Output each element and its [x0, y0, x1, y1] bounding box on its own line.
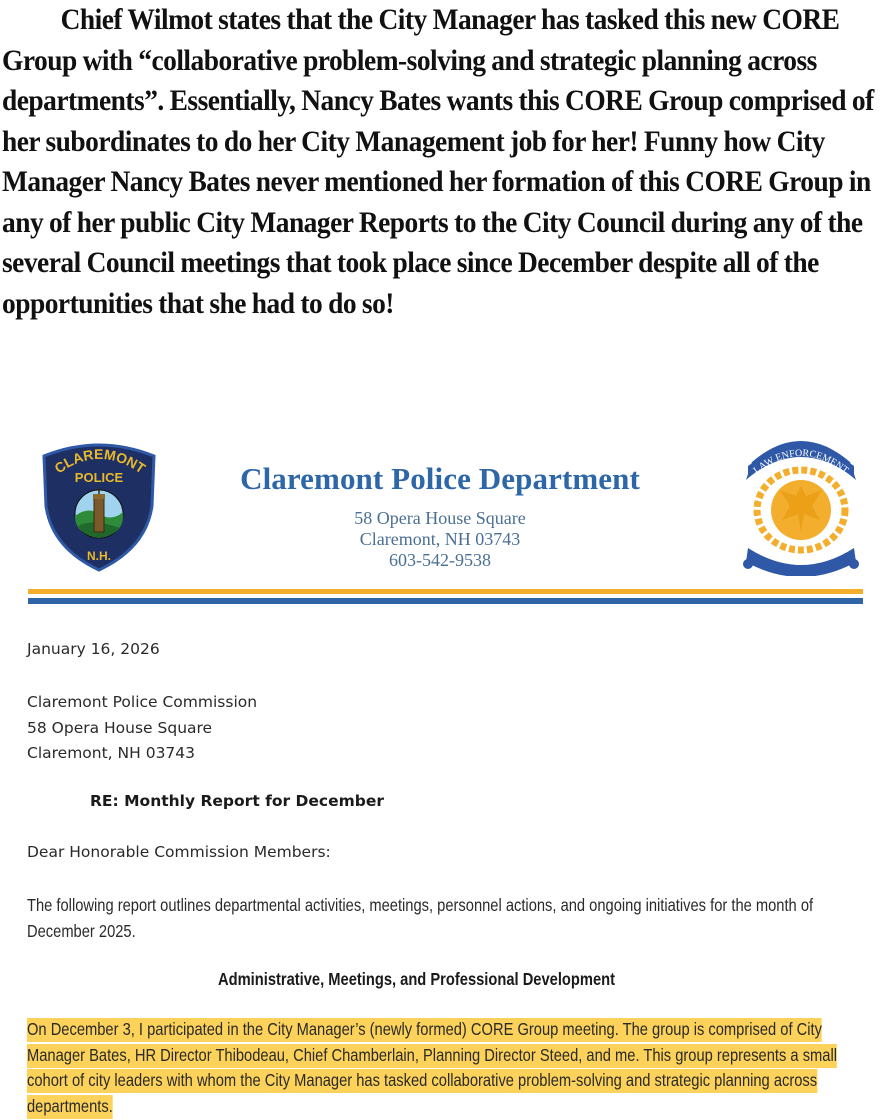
recipient-city: Claremont, NH 03743 [27, 744, 196, 762]
patch-text-bottom: N.H. [87, 549, 111, 563]
phone-number: 603-542-9538 [389, 550, 491, 570]
commentary-block [2, 0, 880, 324]
letterhead-rule-gold [28, 589, 863, 594]
letterhead-rule-blue [28, 598, 863, 604]
police-patch-icon [38, 436, 160, 572]
letter-subject: RE: Monthly Report for December [90, 792, 385, 810]
recipient-name: Claremont Police Commission [27, 693, 258, 711]
letter-intro: The following report outlines departmental activities, meetings, personnel actions, and ongoing initiatives for the month of December 2025. [27, 895, 814, 941]
department-name: Claremont Police Department [240, 461, 640, 496]
commentary-paragraph: Chief Wilmot states that the City Manager has tasked this new CORE Group with “collaborative problem-solving and strategic planning across departments”. Essentially, Nancy Bates wants this CORE Group comprised of her subordinates to do her City Management job for her! Funny how City Manager Nancy Bates never mentioned her formation of this CORE Group in any of her public City Manager Reports to the City Council during any of the several Council meetings that took place since December despite all of the opportunities that she had to do so! [2, 4, 874, 320]
recipient-address [27, 690, 857, 767]
recipient-street: 58 Opera House Square [27, 718, 213, 737]
accreditation-seal-icon [738, 440, 864, 576]
address-line-2: Claremont, NH 03743 [359, 529, 521, 549]
section-heading: Administrative, Meetings, and Professional Development [218, 969, 616, 989]
letter-date: January 16, 2026 [27, 640, 160, 658]
letterhead [0, 430, 880, 610]
highlighted-paragraph [27, 1017, 859, 1119]
address-line-1: 58 Opera House Square [354, 508, 526, 528]
patch-text-top: CLAREMONT [51, 445, 149, 477]
highlighted-text: On December 3, I participated in the City Manager’s (newly formed) CORE Group meeting. The group is comprised of City Manager Bates, HR Director Thibodeau, Chief Chamberlain, Planning Director Steed, and me. This group represents a small cohort of city leaders with whom the City Manager has tasked collaborative problem-solving and strategic planning across departments. [27, 1018, 837, 1119]
patch-text-mid: POLICE [74, 470, 124, 485]
seal-text-top: LAW ENFORCEMENT [751, 447, 851, 477]
department-address [200, 508, 680, 571]
letter-salutation: Dear Honorable Commission Members: [27, 843, 331, 861]
seal-text-bottom: ACCREDITATION [765, 549, 837, 568]
